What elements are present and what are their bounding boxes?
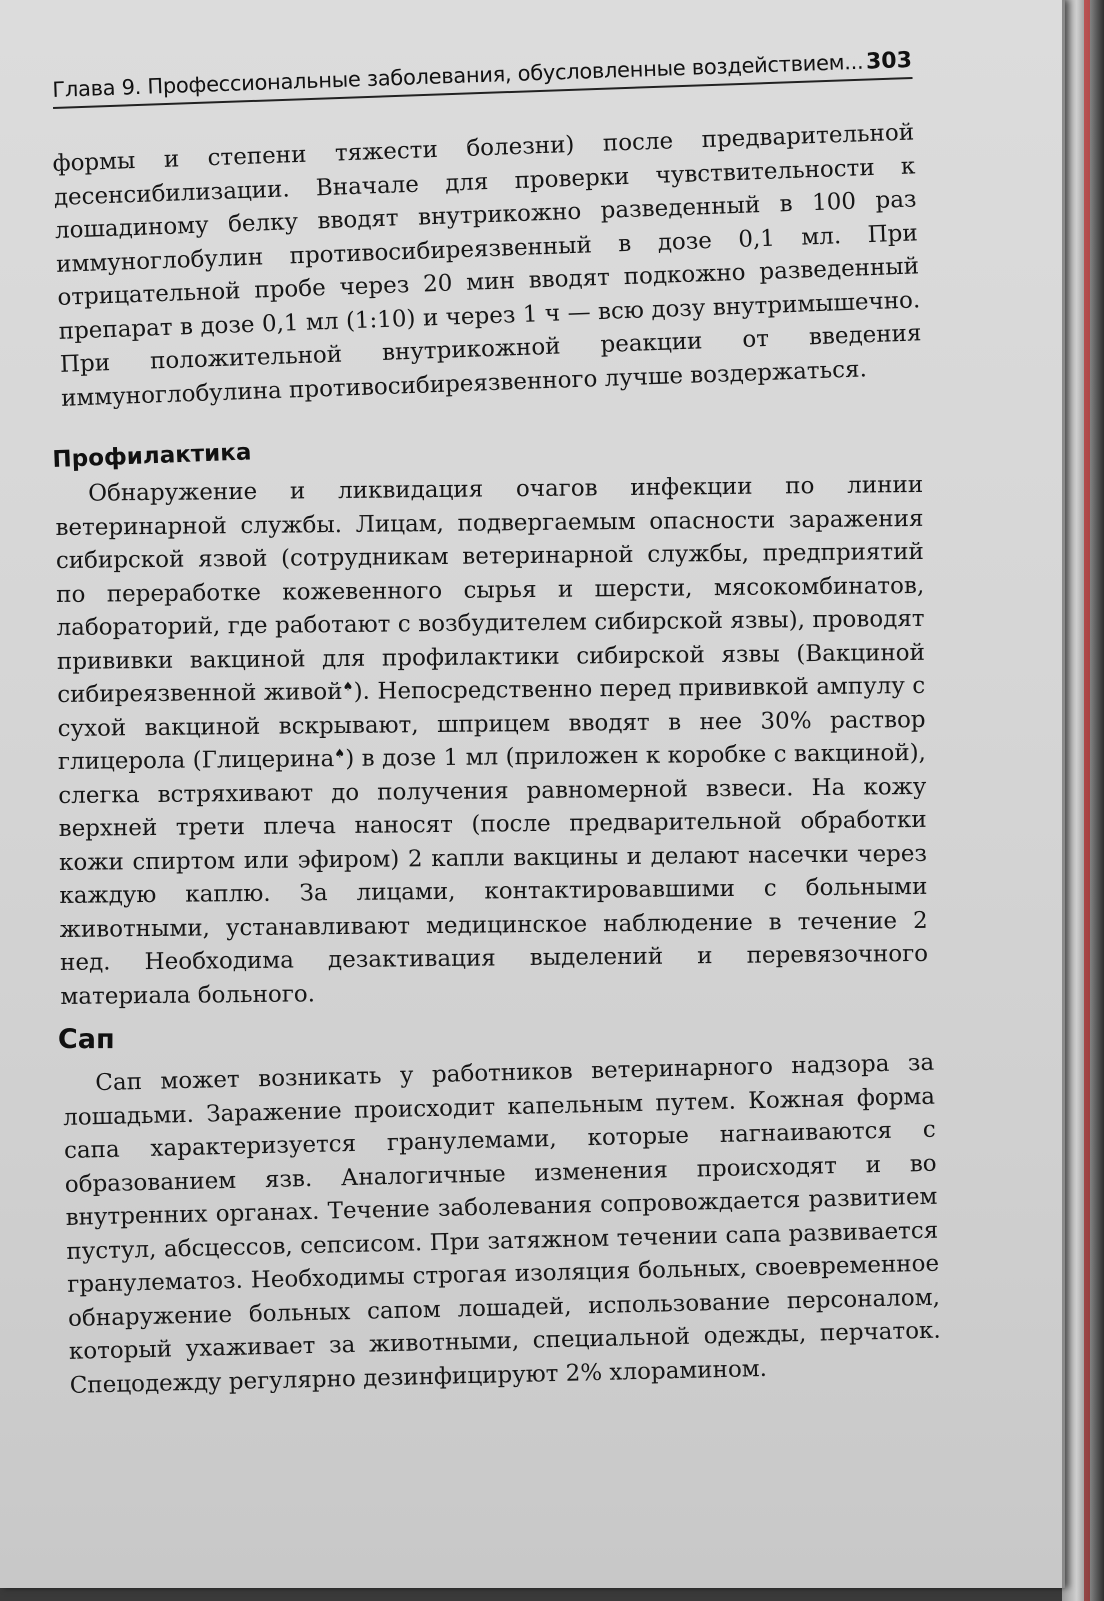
registered-marker-2: ♠	[334, 746, 346, 761]
glanders-paragraph: Сап может возникать у работников ветеринарного надзора за лошадьми. Заражение происходит капельным путем. Кожная форма сапа характеризуется гранулемами, которые нагнаиваются с образованием язв. Аналогичные изменения происходят и во внутренних органах. Течение заболевания сопровождается развитием пустул, абсцессов, сепсисом. При затяжном течении сапа развивается гранулематоз. Необходимы строгая изоляция больных, своевременное обнаружение больных сапом лошадей, использование персоналом, который ухаживает за животными, специальной одежды, перчаток. Спецодежду регулярно дезинфицируют 2% хлорамином.	[62, 1049, 941, 1399]
prophylaxis-block	[55, 469, 929, 1014]
section-heading-prophylaxis: Профилактика	[52, 439, 252, 473]
section-heading-glanders: Сап	[57, 1024, 115, 1056]
registered-marker-1: ♠	[342, 679, 354, 694]
book-spine	[1062, 0, 1104, 1601]
prophylaxis-text-2: ). Непосредственно перед прививкой ампулу с сухой вакциной вскрывают, шприцем вводят в нее 30% раствор глицерола (Глицерина	[57, 672, 926, 775]
prophylaxis-text-1: Обнаружение и ликвидация очагов инфекции по линии ветеринарной службы. Лицам, подвергаемым опасности заражения сибирской язвой (сотрудникам ветеринарной службы, предприятий по переработке кожевенного сырья и шерсти, мясокомбинатов, лабораторий, где работают с возбудителем сибирской язвы), проводят прививки вакциной для профилактики сибирской язвы (Вакциной сибиреязвенной живой	[55, 471, 926, 708]
page-number: 303	[865, 47, 913, 75]
intro-paragraph-block	[52, 116, 923, 415]
running-head	[52, 48, 913, 109]
prophylaxis-text-3: ) в дозе 1 мл (приложен к коробке с вакциной), слегка встряхивают до получения равномерной взвеси. На кожу верхней трети плеча наносят (после предварительной обработки кожи спиртом или эфиром) 2 капли вакцины и делают насечки через каждую каплю. За лицами, контактировавшими с больными животными, устанавливают медицинское наблюдение в течение 2 нед. Необходима дезактивация выделений и перевязочного материала больного.	[58, 739, 929, 1010]
running-title: Глава 9. Профессиональные заболевания, обусловленные воздействием...	[52, 49, 864, 102]
glanders-block	[62, 1047, 942, 1403]
prophylaxis-paragraph	[55, 469, 929, 1014]
intro-paragraph: формы и степени тяжести болезни) после предварительной десенсибилизации. Вначале для проверки чувствительности к лошадиному белку вводят внутрикожно разведенный в 100 раз иммуноглобулин противосибиреязвенный в дозе 0,1 мл. При отрицательной пробе через 20 мин вводят подкожно разведенный препарат в дозе 0,1 мл (1:10) и через 1 ч — всю дозу внутримышечно. При положительной внутрикожной реакции от введения иммуноглобулина противосибиреязвенного лучше воздержаться.	[52, 119, 922, 412]
spine-edge	[1084, 0, 1090, 1601]
